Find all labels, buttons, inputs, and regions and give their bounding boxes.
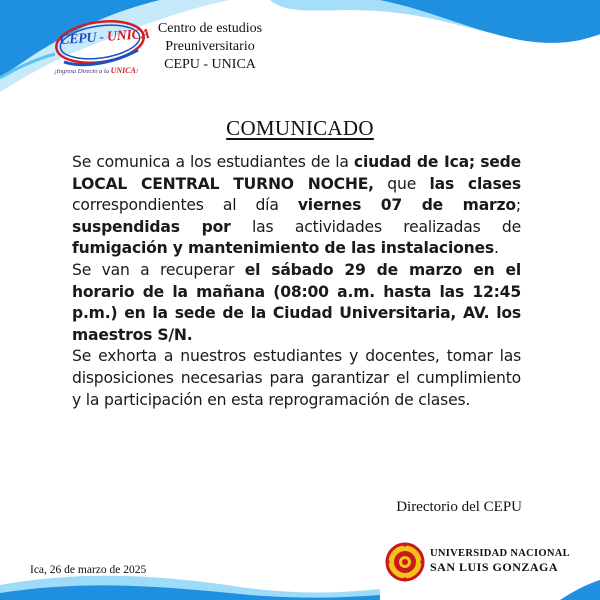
p1-run-0: Se comunica a los estudiantes de la: [72, 153, 354, 171]
paragraph-1: [72, 152, 521, 260]
p1-run-8: ;: [515, 196, 521, 215]
p1-run-12: .: [494, 239, 499, 258]
p1-run-3: sede LOCAL CENTRAL TURNO NOCHE,: [72, 153, 521, 193]
communique-body: [72, 152, 521, 411]
p1-run-7: viernes 07 de marzo: [297, 196, 516, 215]
institution-name-line3: CEPU - UNICA: [164, 57, 256, 72]
p1-run-6: correspondientes al día: [72, 196, 298, 215]
institution-name-line2: Preuniversitario: [165, 39, 255, 54]
institution-name: [150, 20, 270, 74]
p2-run-0: Se van a recuperar: [72, 260, 245, 279]
signature: Directorio del CEPU: [396, 499, 522, 515]
p1-run-5: las clases: [429, 174, 521, 193]
p1-run-10: las actividades realizadas de: [230, 217, 521, 236]
paragraph-3: [72, 346, 521, 411]
p2-run-1: el sábado 29 de marzo en el horario de la mañana (08:00 a.m. hasta las 12:45 p.m.) en la sede de la Ciudad Universitaria, AV. los maestros S/N.: [72, 260, 522, 344]
university-name-line2: SAN LUIS GONZAGA: [430, 560, 559, 574]
logo-wordmark: CEPU - UNICA: [59, 26, 151, 49]
institution-name-line1: Centro de estudios: [157, 21, 263, 36]
university-seal-icon: [385, 542, 425, 582]
p3-run-0: Se exhorta a nuestros estudiantes y docentes, tomar las disposiciones necesarias para garantizar el cumplimiento y la participación en esta reprogramación de clases.: [72, 347, 521, 409]
p1-run-11: fumigación y mantenimiento de las instalaciones: [72, 239, 494, 258]
paragraph-2: [72, 260, 521, 346]
page-title: COMUNICADO: [226, 116, 374, 140]
p1-run-9: suspendidas por: [72, 217, 231, 236]
logo-slogan: ¡Ingresa Directo a la UNICA!: [54, 66, 139, 75]
university-name: [430, 548, 575, 574]
date-line: Ica, 26 de marzo de 2025: [30, 564, 147, 576]
p1-run-4: que: [373, 174, 430, 193]
p1-run-1: ciudad de Ica;: [353, 153, 475, 171]
university-name-line1: UNIVERSIDAD NACIONAL: [430, 548, 570, 559]
